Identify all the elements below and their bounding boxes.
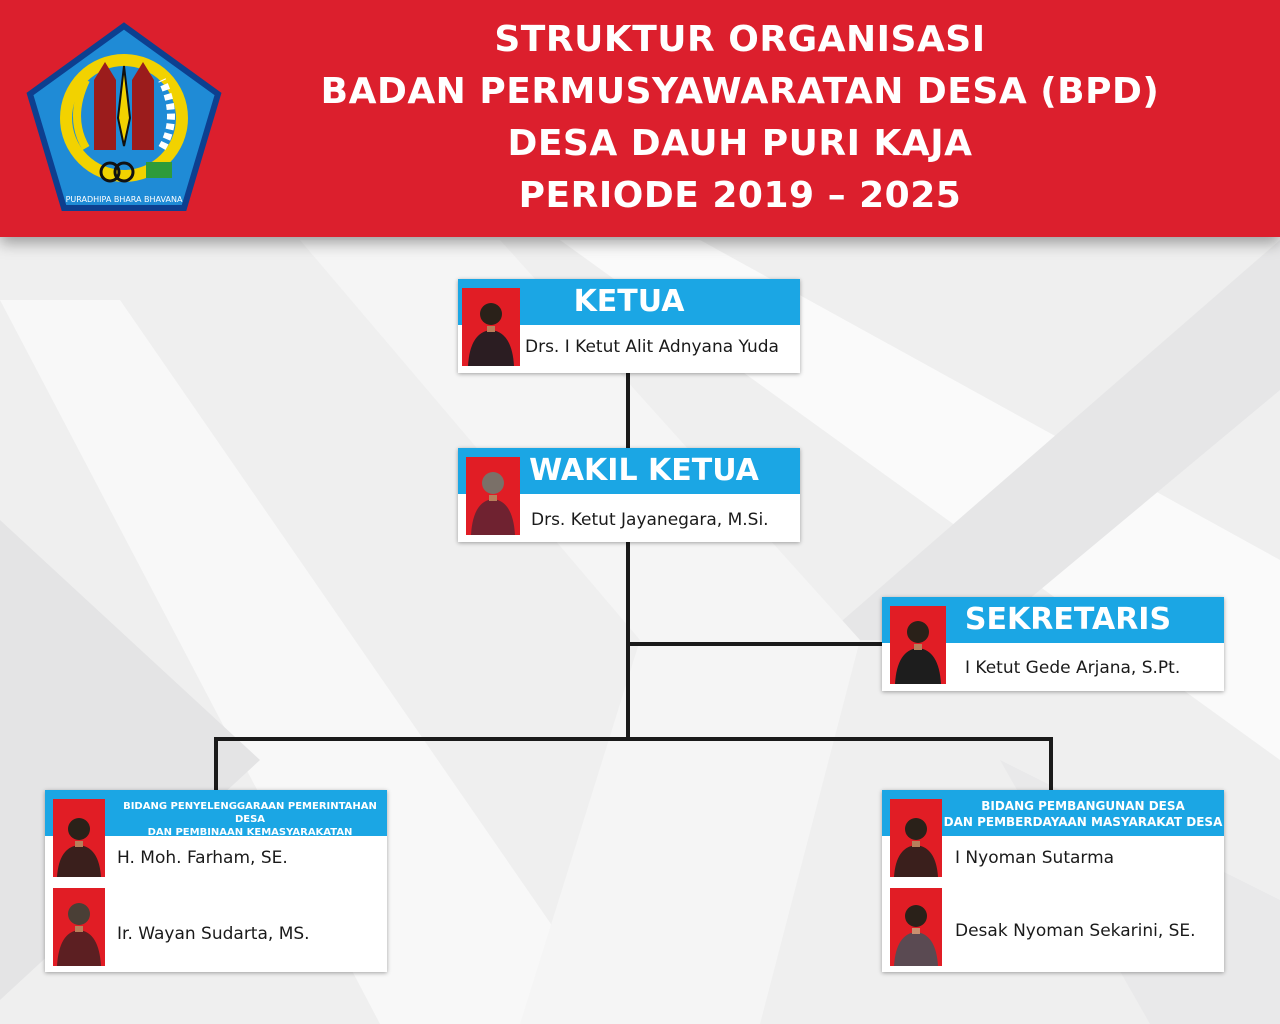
card-bidang-pemerintahan xyxy=(45,790,387,972)
wakil-ketua-photo xyxy=(466,457,520,535)
title-line-1: STRUKTUR ORGANISASI xyxy=(494,19,986,60)
member-photo xyxy=(890,888,942,966)
ketua-photo xyxy=(462,288,520,366)
card-bidang-pembangunan xyxy=(882,790,1224,972)
title-line-2: BADAN PERMUSYAWARATAN DESA (BPD) xyxy=(320,71,1160,112)
member-photo xyxy=(890,799,942,877)
ketua-title: KETUA xyxy=(458,279,800,325)
sekretaris-title: SEKRETARIS xyxy=(882,597,1224,643)
card-sekretaris xyxy=(882,597,1224,691)
bidang-pemerintahan-title-line1: BIDANG PENYELENGGARAAN PEMERINTAHAN DESA xyxy=(123,801,377,825)
bidang-pemerintahan-member-1: H. Moh. Farham, SE. xyxy=(117,848,288,868)
sekretaris-photo xyxy=(890,606,946,684)
bidang-pembangunan-title-line1: BIDANG PEMBANGUNAN DESA xyxy=(981,799,1185,813)
ketua-name: Drs. I Ketut Alit Adnyana Yuda xyxy=(525,337,779,357)
member-photo xyxy=(53,888,105,966)
title-line-4: PERIODE 2019 – 2025 xyxy=(518,175,962,216)
sekretaris-name: I Ketut Gede Arjana, S.Pt. xyxy=(965,658,1181,678)
wakil-ketua-name: Drs. Ketut Jayanegara, M.Si. xyxy=(531,510,769,530)
bidang-pembangunan-member-2: Desak Nyoman Sekarini, SE. xyxy=(955,921,1196,941)
title-line-3: DESA DAUH PURI KAJA xyxy=(507,123,973,164)
logo-motto: PURADHIPA BHARA BHAVANA xyxy=(65,195,183,204)
bidang-pemerintahan-title-line2: DAN PEMBINAAN KEMASYARAKATAN xyxy=(147,827,353,838)
bidang-pembangunan-member-1: I Nyoman Sutarma xyxy=(955,848,1115,868)
member-photo xyxy=(53,799,105,877)
wakil-ketua-title: WAKIL KETUA xyxy=(458,448,800,494)
card-ketua xyxy=(458,279,800,373)
bidang-pembangunan-title-line2: DAN PEMBERDAYAAN MASYARAKAT DESA xyxy=(943,815,1223,829)
card-wakil-ketua xyxy=(458,448,800,542)
bidang-pemerintahan-member-2: Ir. Wayan Sudarta, MS. xyxy=(117,924,310,944)
